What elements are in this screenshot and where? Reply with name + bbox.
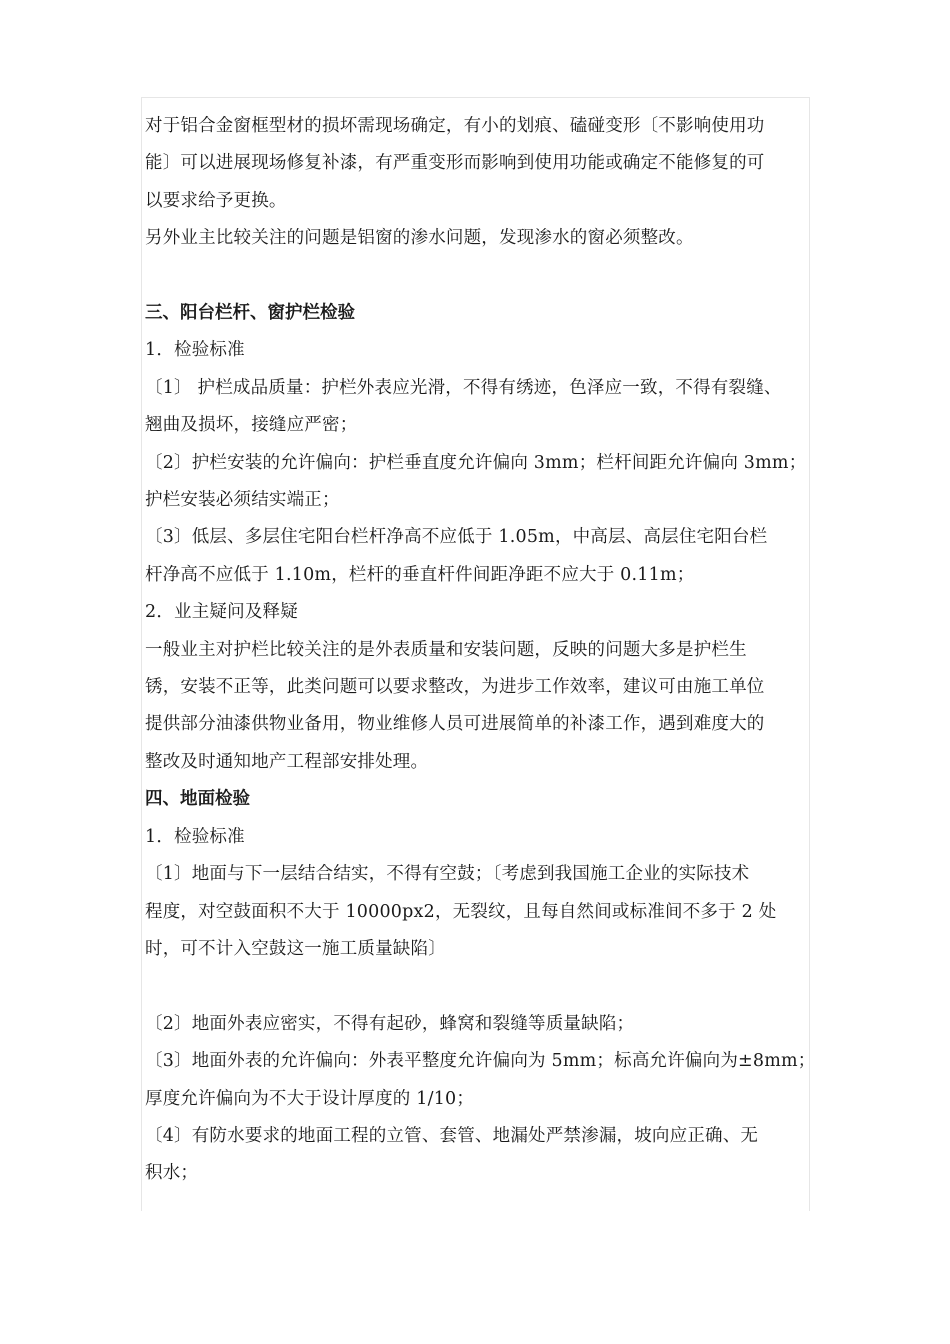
section-heading: 三、阳台栏杆、窗护栏检验: [145, 303, 355, 324]
text-line: 〔3〕低层、多层住宅阳台栏杆净高不应低于 1.05m，中高层、高层住宅阳台栏: [145, 527, 768, 548]
text-line: 另外业主比较关注的问题是铝窗的渗水问题，发现渗水的窗必须整改。: [145, 228, 694, 249]
document-body: [145, 108, 817, 1193]
text-line: 〔1〕 护栏成品质量：护栏外表应光滑，不得有绣迹，色泽应一致，不得有裂缝、: [145, 377, 782, 398]
text-line: 整改及时通知地产工程部安排处理。: [145, 751, 429, 772]
section-heading: 四、地面检验: [145, 789, 250, 810]
text-line: 提供部分油漆供物业备用，物业维修人员可进展简单的补漆工作，遇到难度大的: [145, 714, 765, 735]
text-line: 对于铝合金窗框型材的损坏需现场确定，有小的划痕、磕碰变形〔不影响使用功: [145, 116, 765, 136]
text-line: 程度，对空鼓面积不大于 10000px2，无裂纹，且每自然间或标准间不多于 2 处: [145, 901, 777, 922]
blank-line: [145, 968, 817, 1005]
text-line: 〔1〕地面与下一层结合结实，不得有空鼓；〔考虑到我国施工企业的实际技术: [145, 864, 750, 885]
text-line: 1．检验标准: [145, 826, 245, 847]
text-line: 护栏安装必须结实端正；: [145, 490, 340, 511]
text-line: 1．检验标准: [145, 340, 245, 361]
text-line: 厚度允许偏向为不大于设计厚度的 1/10；: [145, 1088, 475, 1109]
text-line: 能〕可以进展现场修复补漆，有严重变形而影响到使用功能或确定不能修复的可: [145, 153, 765, 174]
text-line: 一般业主对护栏比较关注的是外表质量和安装问题，反映的问题大多是护栏生: [145, 639, 747, 660]
text-line: 以要求给予更换。: [145, 190, 287, 211]
text-line: 〔2〕地面外表应密实，不得有起砂，蜂窝和裂缝等质量缺陷；: [145, 1013, 635, 1034]
blank-line: [145, 258, 817, 295]
text-line: 〔3〕地面外表的允许偏向：外表平整度允许偏向为 5mm；标高允许偏向为±8mm；: [145, 1051, 816, 1072]
text-line: 翘曲及损坏，接缝应严密；: [145, 415, 358, 436]
text-line: 杆净高不应低于 1.10m，栏杆的垂直杆件间距净距不应大于 0.11m；: [145, 564, 695, 585]
text-line: 〔2〕护栏安装的允许偏向：护栏垂直度允许偏向 3mm；栏杆间距允许偏向 3mm；: [145, 452, 807, 473]
text-line: 积水；: [145, 1163, 199, 1184]
text-line: 〔4〕有防水要求的地面工程的立管、套管、地漏处严禁渗漏，坡向应正确、无: [145, 1125, 759, 1146]
text-line: 锈，安装不正等，此类问题可以要求整改，为进步工作效率，建议可由施工单位: [145, 677, 765, 698]
text-line: 2．业主疑问及释疑: [145, 602, 298, 623]
text-line: 时，可不计入空鼓这一施工质量缺陷〕: [145, 938, 446, 959]
